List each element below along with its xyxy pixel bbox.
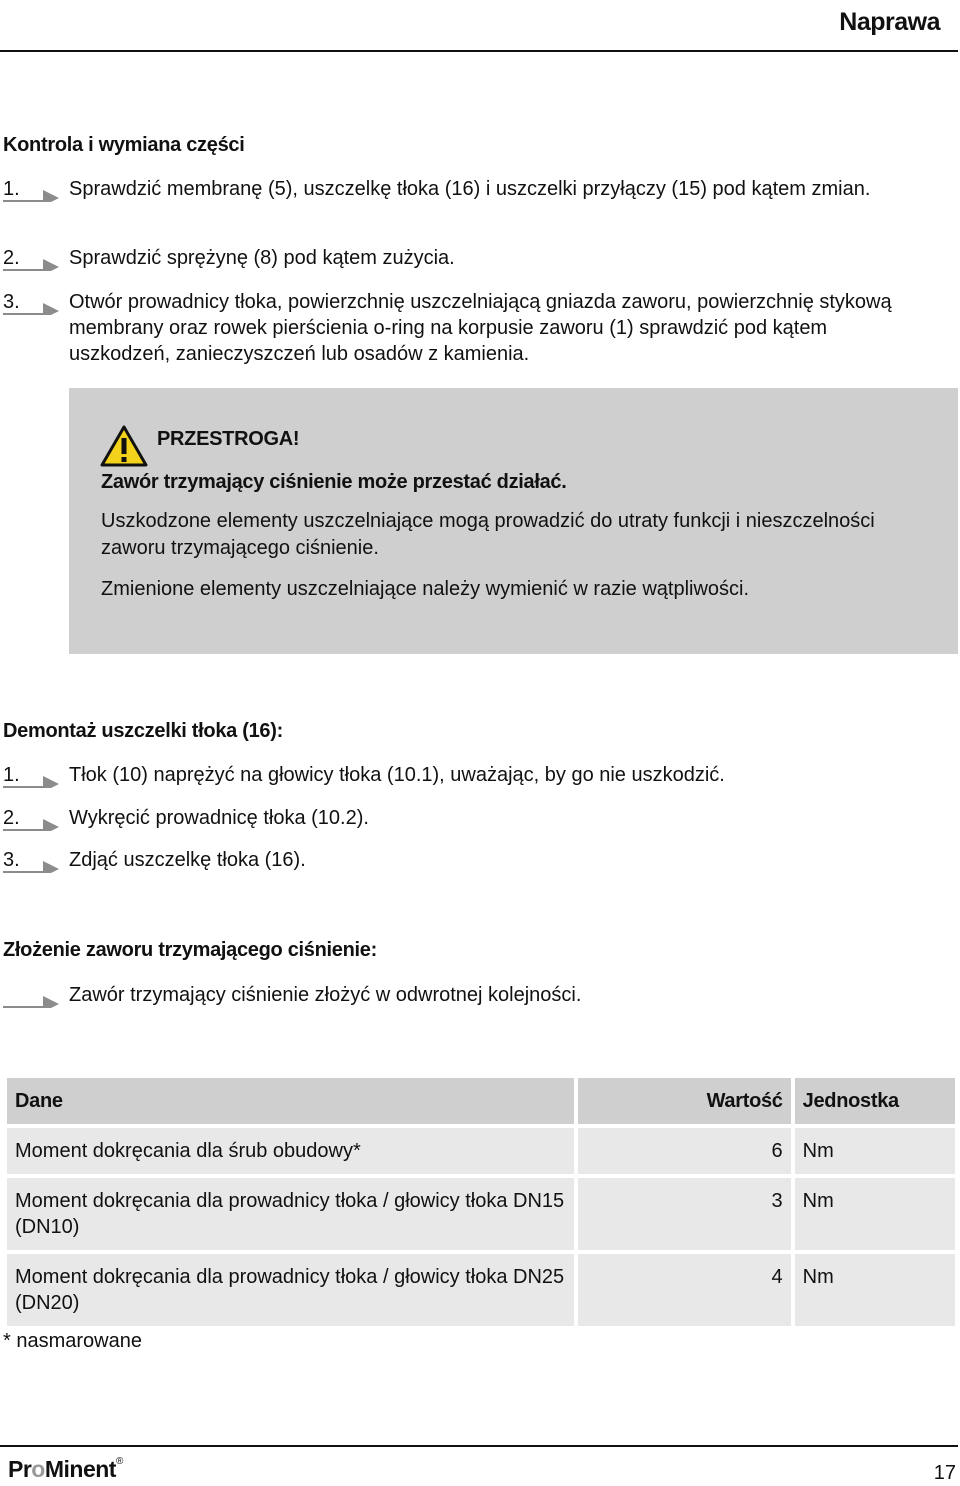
caution-paragraph-1: Uszkodzone elementy uszczelniające mogą prowadzić do utraty funkcji i nieszczelności zaworu trzymającego ciśnienie. — [101, 510, 875, 559]
disassembly-step-1 — [3, 762, 903, 788]
row-value: 6 — [578, 1128, 790, 1174]
step-arrow-icon — [3, 245, 61, 271]
disassembly-heading: Demontaż uszczelki tłoka (16): — [3, 720, 283, 742]
prominent-logo: ProMinent® — [8, 1456, 123, 1482]
warning-triangle-icon — [99, 424, 149, 468]
column-header-unit: Jednostka — [795, 1078, 955, 1124]
caution-paragraph-2: Zmienione elementy uszczelniające należy wymienić w razie wątpliwości. — [101, 578, 750, 600]
caution-box — [69, 388, 958, 654]
page-section-title: Naprawa — [839, 8, 940, 36]
caution-title: PRZESTROGA! — [157, 428, 300, 450]
step-number: 1. — [3, 176, 63, 202]
step-text: Tłok (10) naprężyć na głowicy tłoka (10.1), uważając, by go nie uszkodzić. — [69, 764, 725, 786]
inspection-heading: Kontrola i wymiana części — [3, 134, 245, 156]
row-label: Moment dokręcania dla prowadnicy tłoka / głowicy tłoka DN25 (DN20) — [7, 1254, 574, 1326]
column-header-data: Dane — [7, 1078, 574, 1124]
table-footnote: * nasmarowane — [3, 1330, 142, 1352]
row-label: Moment dokręcania dla śrub obudowy* — [7, 1128, 574, 1174]
step-text: Sprawdzić sprężynę (8) pod kątem zużycia. — [69, 247, 455, 269]
step-arrow-icon — [3, 847, 61, 873]
column-header-value: Wartość — [578, 1078, 790, 1124]
step-number: 3. — [3, 847, 63, 873]
step-number: 2. — [3, 245, 63, 271]
step-text: Zdjąć uszczelkę tłoka (16). — [69, 849, 306, 871]
footer-divider — [0, 1445, 958, 1447]
step-text: Wykręcić prowadnicę tłoka (10.2). — [69, 807, 369, 829]
inspection-step-1 — [3, 176, 903, 202]
step-text: Otwór prowadnicy tłoka, powierzchnię uszczelniającą gniazda zaworu, powierzchnię stykową membrany oraz rowek pierścienia o-ring na korpusie zaworu (1) sprawdzić pod kątem uszkodzeń, zanieczyszczeń lub osadów z kamienia. — [69, 291, 892, 365]
step-arrow-icon — [3, 176, 61, 202]
table-header-row — [7, 1078, 955, 1124]
row-unit: Nm — [795, 1254, 955, 1326]
disassembly-step-3 — [3, 847, 903, 873]
step-arrow-icon — [3, 805, 61, 831]
row-unit: Nm — [795, 1178, 955, 1250]
step-arrow-icon — [3, 289, 61, 315]
step-arrow-icon — [3, 762, 61, 788]
disassembly-step-2 — [3, 805, 903, 831]
step-number: 1. — [3, 762, 63, 788]
step-number: 2. — [3, 805, 63, 831]
table-row — [7, 1128, 955, 1174]
row-value: 4 — [578, 1254, 790, 1326]
table-row — [7, 1254, 955, 1326]
row-unit: Nm — [795, 1128, 955, 1174]
table-row — [7, 1178, 955, 1250]
step-number: 3. — [3, 289, 63, 315]
inspection-step-2 — [3, 245, 903, 271]
row-label: Moment dokręcania dla prowadnicy tłoka / głowicy tłoka DN15 (DN10) — [7, 1178, 574, 1250]
step-bullet — [3, 982, 63, 1008]
step-text: Sprawdzić membranę (5), uszczelkę tłoka (16) i uszczelki przyłączy (15) pod kątem zmian. — [69, 178, 871, 200]
inspection-step-3 — [3, 289, 903, 367]
step-arrow-icon — [3, 982, 61, 1008]
caution-subtitle: Zawór trzymający ciśnienie może przestać działać. — [101, 471, 567, 493]
page-number: 17 — [933, 1462, 956, 1484]
torque-table — [3, 1074, 959, 1330]
assembly-heading: Złożenie zaworu trzymającego ciśnienie: — [3, 939, 377, 961]
row-value: 3 — [578, 1178, 790, 1250]
assembly-step — [3, 982, 903, 1008]
step-text: Zawór trzymający ciśnienie złożyć w odwrotnej kolejności. — [69, 984, 582, 1006]
header-divider — [0, 50, 958, 52]
